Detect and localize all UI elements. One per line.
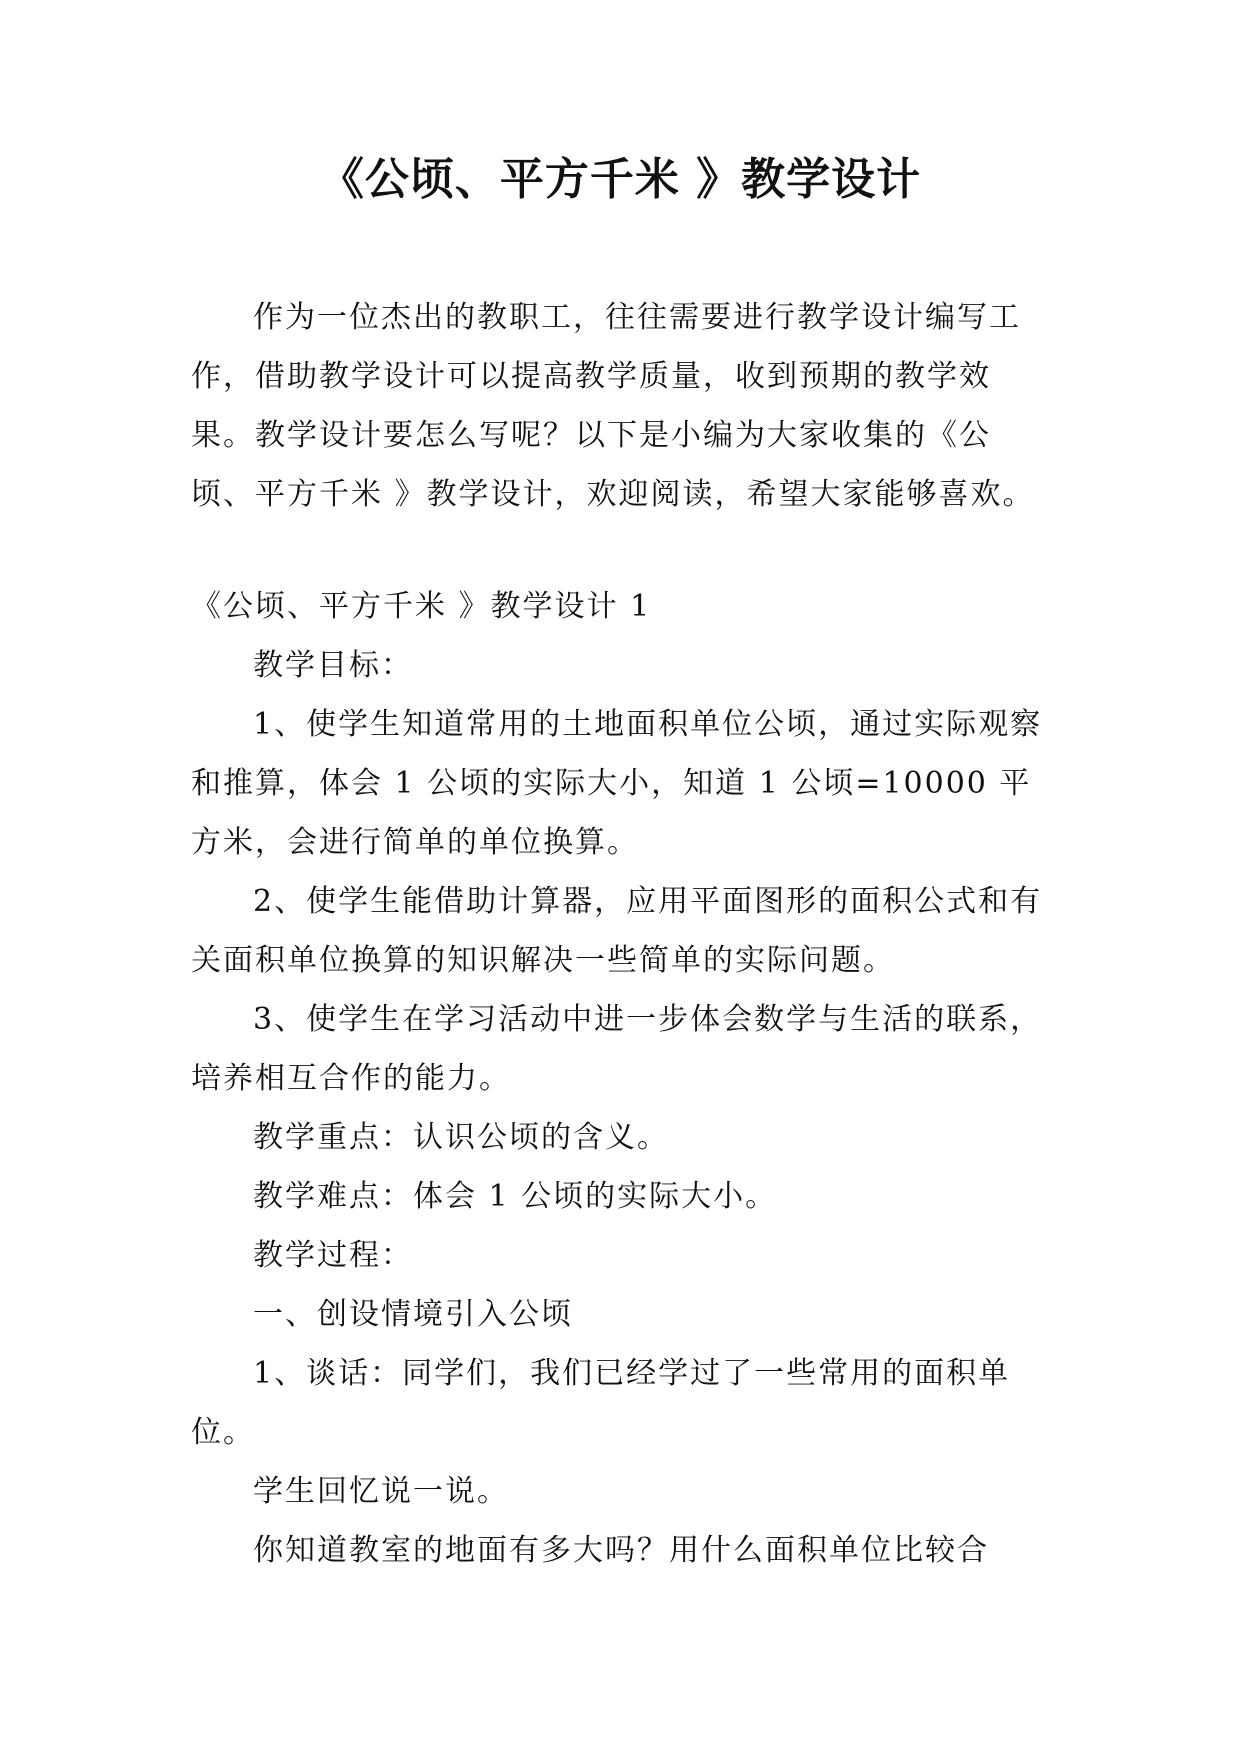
paragraph-key-point: 教学重点：认识公顷的含义。 bbox=[253, 1120, 669, 1155]
paragraph-question: 你知道教室的地面有多大吗？用什么面积单位比较合 bbox=[253, 1533, 989, 1568]
section-heading: 《公顷、平方千米 》教学设计 1 bbox=[191, 589, 652, 624]
document-title: 《公顷、平方千米 》教学设计 bbox=[319, 154, 922, 205]
paragraph-difficulty: 教学难点：体会 1 公顷的实际大小。 bbox=[253, 1179, 778, 1214]
paragraph-goal-1: 1、使学生知道常用的土地面积单位公顷，通过实际观察和推算，体会 1 公顷的实际大小，知道 1 公顷=10000 平方米，会进行简单的单位换算。 bbox=[191, 707, 1043, 860]
paragraph-teaching-goals: 教学目标： bbox=[253, 648, 413, 683]
intro-block bbox=[191, 288, 1051, 524]
intro-paragraph: 作为一位杰出的教职工，往往需要进行教学设计编写工作，借助教学设计可以提高教学质量，收到预期的教学效果。教学设计要怎么写呢？以下是小编为大家收集的《公顷、平方千米 》教学设计，欢迎阅读，希望大家能够喜欢。 bbox=[191, 300, 1035, 512]
paragraph-recall: 学生回忆说一说。 bbox=[253, 1474, 509, 1509]
paragraph-process: 教学过程： bbox=[253, 1238, 413, 1273]
paragraph-talk: 1、谈话：同学们，我们已经学过了一些常用的面积单位。 bbox=[191, 1356, 1011, 1450]
paragraph-goal-3: 3、使学生在学习活动中进一步体会数学与生活的联系，培养相互合作的能力。 bbox=[191, 1002, 1043, 1096]
paragraph-step-1: 一、创设情境引入公顷 bbox=[253, 1297, 573, 1332]
section-block bbox=[191, 577, 1051, 1580]
paragraph-goal-2: 2、使学生能借助计算器，应用平面图形的面积公式和有关面积单位换算的知识解决一些简单的实际问题。 bbox=[191, 884, 1043, 978]
